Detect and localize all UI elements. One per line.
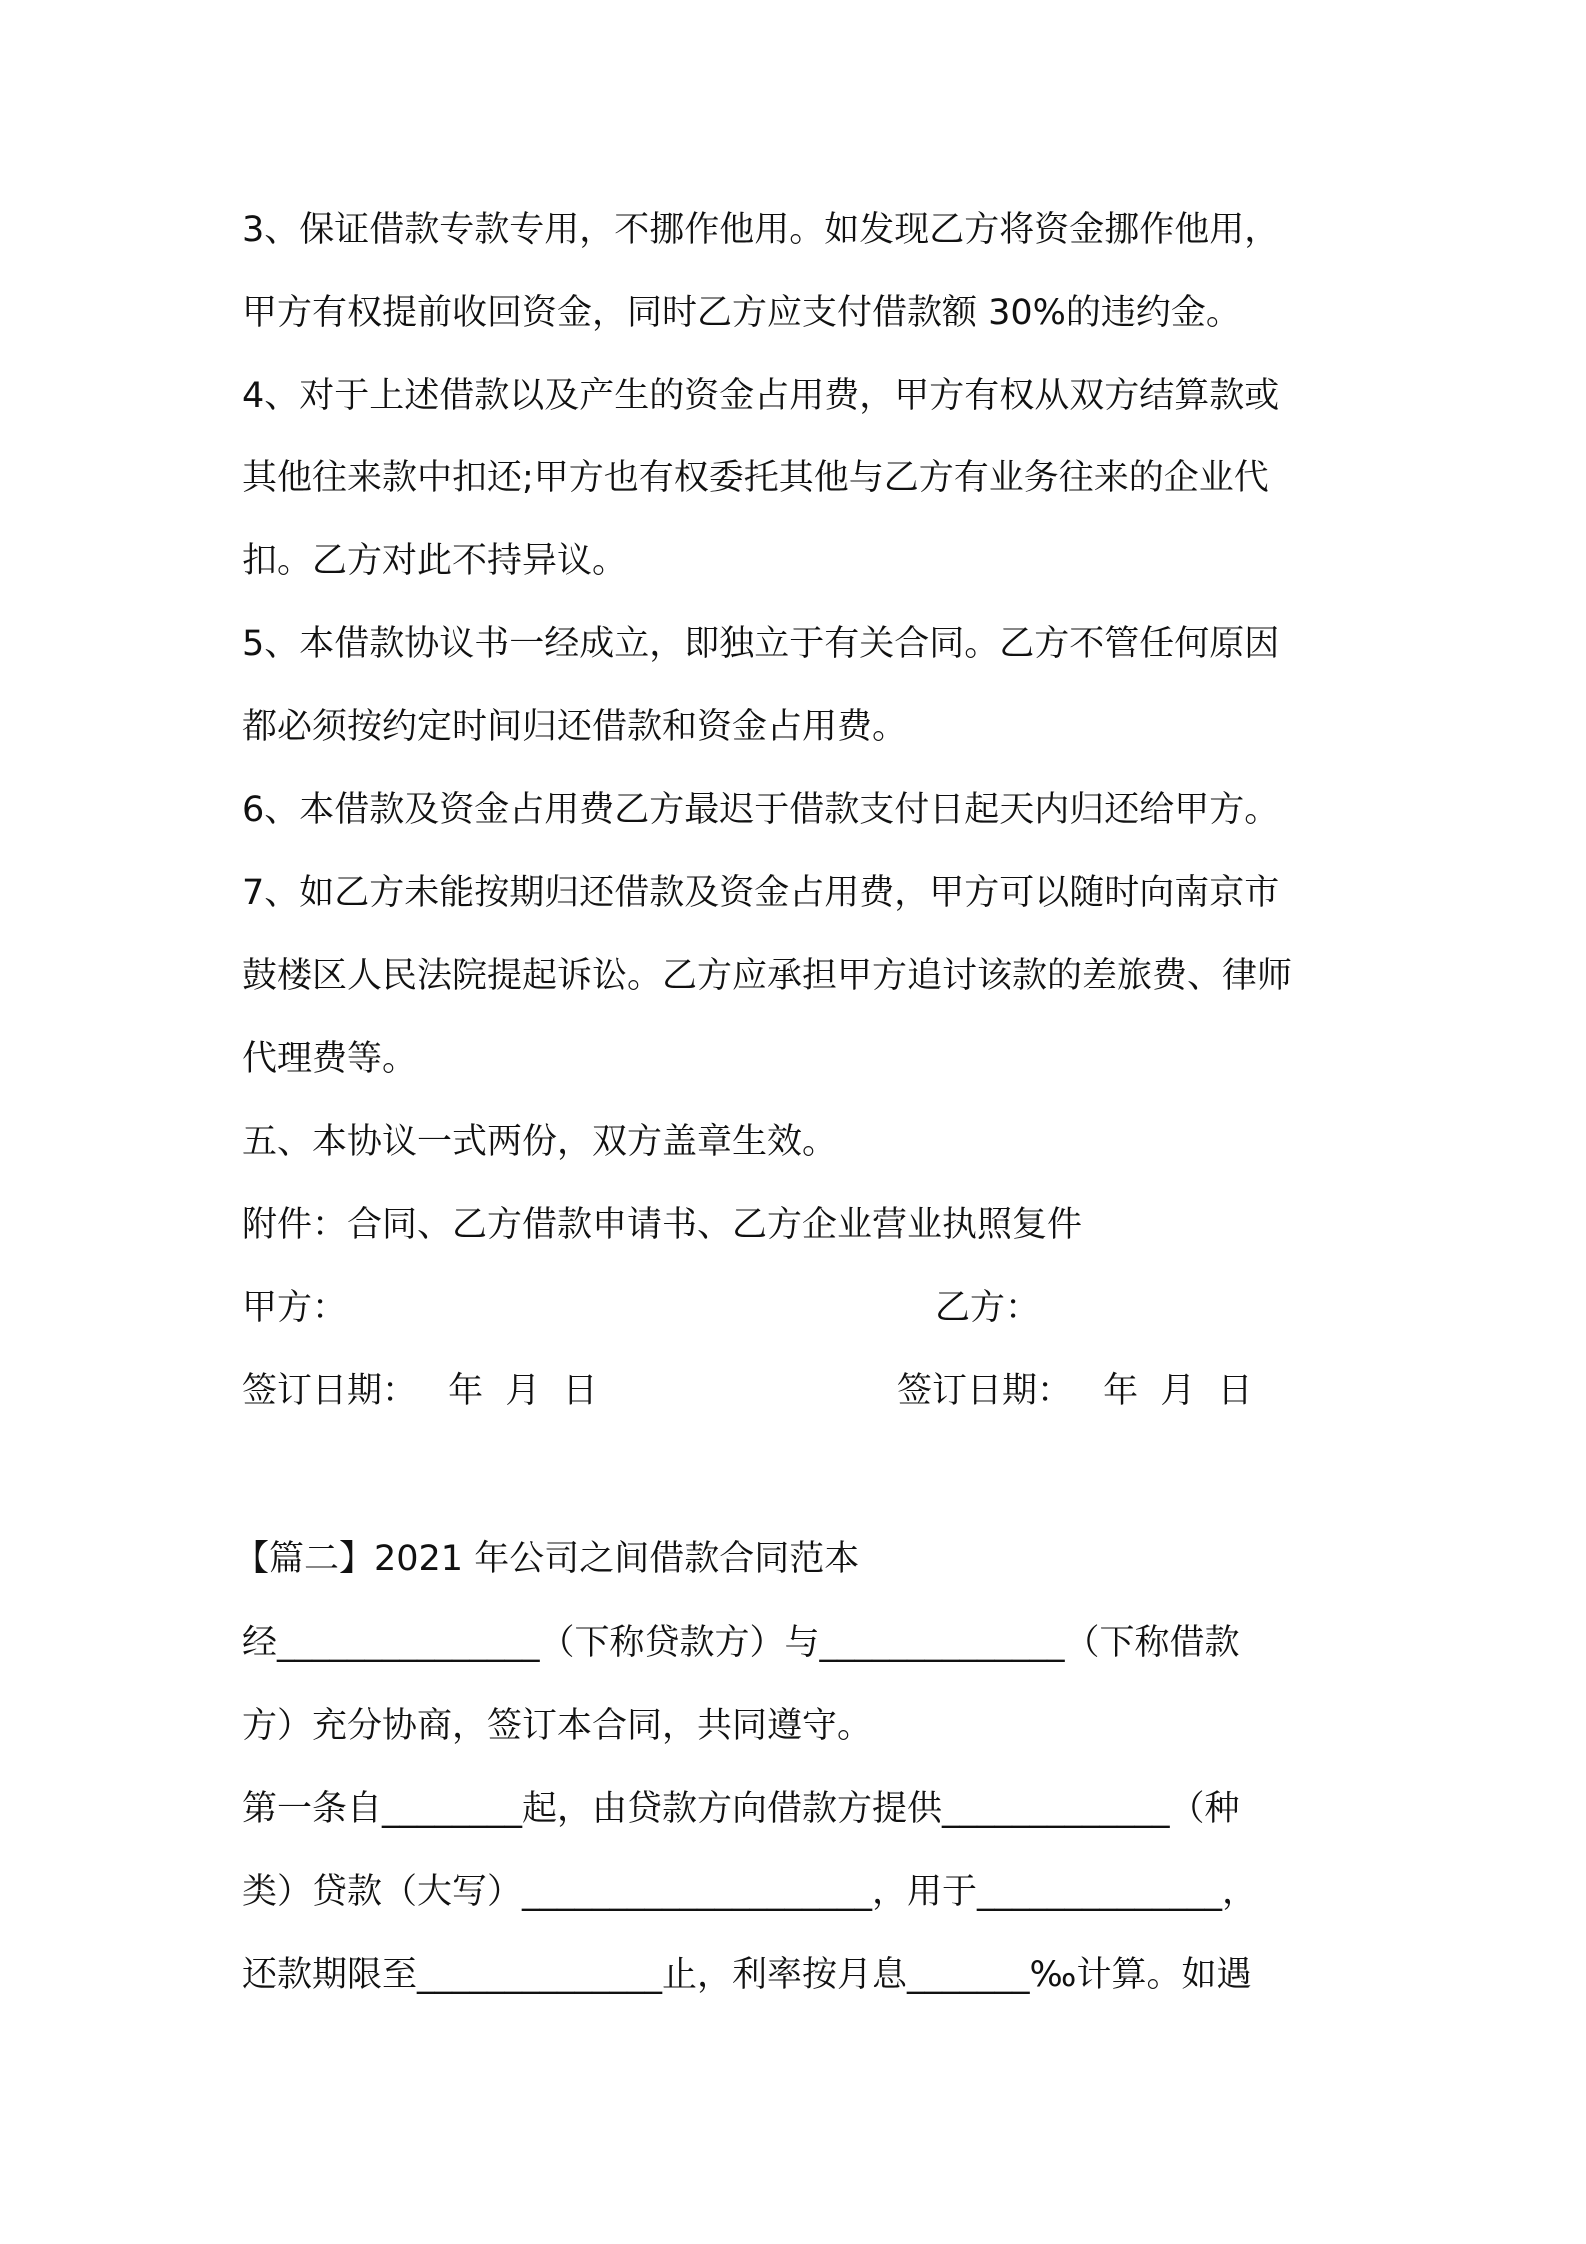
sign-date-a-label: 签订日期： xyxy=(242,1371,418,1411)
clause-5-line-1: 5、本借款协议书一经成立，即独立于有关合同。乙方不管任何原因 xyxy=(242,624,1280,664)
sign-date-a-fill: 年 月 日 xyxy=(448,1371,598,1411)
clause-4-line-2: 其他往来款中扣还;甲方也有权委托其他与乙方有业务往来的企业代 xyxy=(242,458,1269,498)
section-2-line-1: 经_______________（下称贷款方）与______________（下称借款 xyxy=(242,1623,1240,1663)
attachments-line: 附件：合同、乙方借款申请书、乙方企业营业执照复件 xyxy=(242,1205,1083,1245)
clause-4-line-1: 4、对于上述借款以及产生的资金占用费，甲方有权从双方结算款或 xyxy=(242,376,1280,416)
section-2-title: 【篇二】2021 年公司之间借款合同范本 xyxy=(234,1539,860,1579)
section-2-line-4: 类）贷款（大写）____________________，用于______________， xyxy=(242,1872,1258,1912)
sign-date-b-fill: 年 月 日 xyxy=(1103,1371,1253,1411)
section-2-line-5: 还款期限至______________止，利率按月息_______‰计算。如遇 xyxy=(242,1955,1252,1995)
clause-7-line-3: 代理费等。 xyxy=(242,1039,418,1079)
clause-7-line-2: 鼓楼区人民法院提起诉讼。乙方应承担甲方追讨该款的差旅费、律师 xyxy=(242,956,1293,996)
clause-3-line-1: 3、保证借款专款专用，不挪作他用。如发现乙方将资金挪作他用， xyxy=(242,210,1280,250)
sign-date-b xyxy=(897,1369,1253,1413)
party-a-label: 甲方： xyxy=(242,1288,348,1328)
sign-date-b-label: 签订日期： xyxy=(897,1371,1073,1411)
article-5-line: 五、本协议一式两份，双方盖章生效。 xyxy=(242,1122,838,1162)
clause-4-line-3: 扣。乙方对此不持异议。 xyxy=(242,541,628,581)
section-2-line-3: 第一条自________起，由贷款方向借款方提供_____________（种 xyxy=(242,1789,1240,1829)
party-b-label: 乙方： xyxy=(935,1288,1041,1328)
clause-3-line-2: 甲方有权提前收回资金，同时乙方应支付借款额 30%的违约金。 xyxy=(242,293,1241,333)
clause-7-line-1: 7、如乙方未能按期归还借款及资金占用费，甲方可以随时向南京市 xyxy=(242,873,1280,913)
sign-date-a xyxy=(242,1369,598,1413)
section-2-line-2: 方）充分协商，签订本合同，共同遵守。 xyxy=(242,1706,873,1746)
clause-6-line-1: 6、本借款及资金占用费乙方最迟于借款支付日起天内归还给甲方。 xyxy=(242,790,1280,830)
clause-5-line-2: 都必须按约定时间归还借款和资金占用费。 xyxy=(242,707,908,747)
